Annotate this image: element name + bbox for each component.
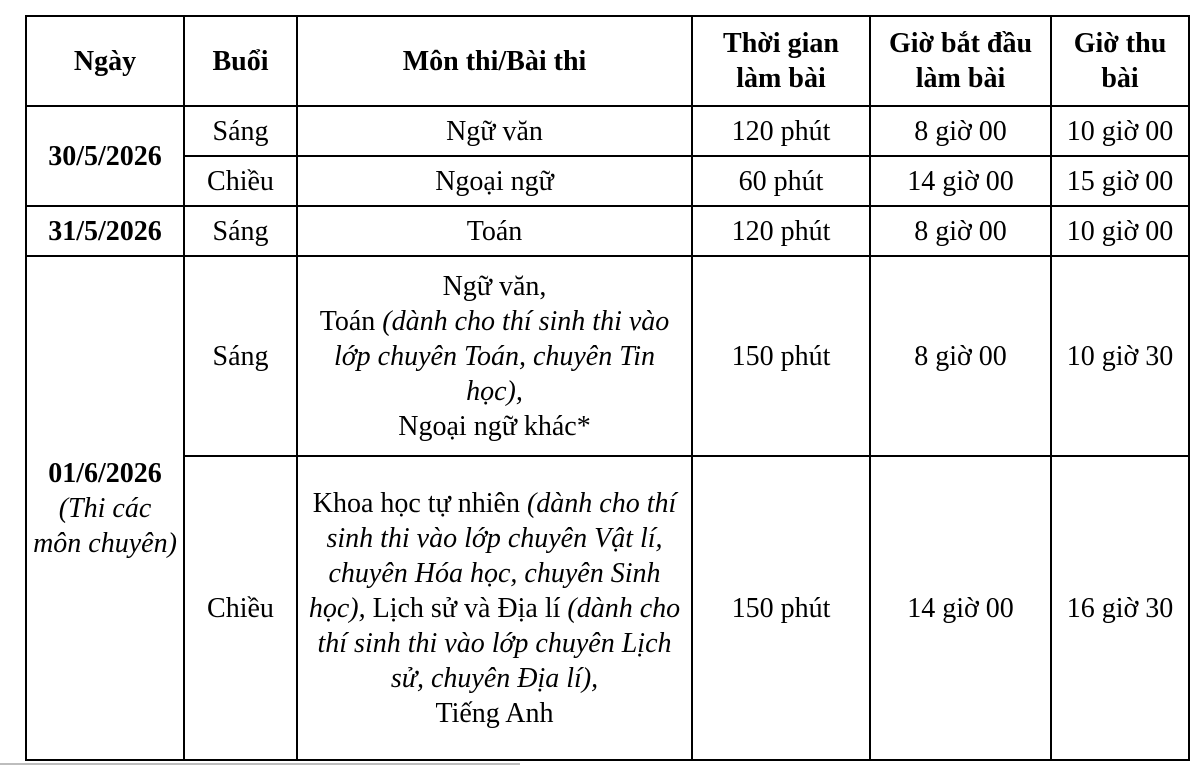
table-row [26, 106, 1189, 156]
subject-cell: Ngữ văn [297, 106, 692, 156]
end-time-cell: 10 giờ 00 [1051, 206, 1189, 256]
duration-cell: 120 phút [692, 206, 870, 256]
duration-cell: 120 phút [692, 106, 870, 156]
session-cell: Sáng [184, 206, 297, 256]
end-time-cell: 10 giờ 00 [1051, 106, 1189, 156]
exam-schedule-table [25, 15, 1190, 761]
table-row [26, 156, 1189, 206]
header-row [26, 16, 1189, 106]
session-cell: Sáng [184, 106, 297, 156]
start-time-cell: 14 giờ 00 [870, 156, 1051, 206]
subject-cell [297, 256, 692, 456]
subject-part: Ngoại ngữ khác* [398, 410, 591, 442]
header-duration: Thời gian làm bài [692, 16, 870, 106]
subject-note: (dành cho thí sinh thi vào lớp chuyên Lịch sử, chuyên Địa lí), [317, 592, 681, 694]
date-cell: 30/5/2026 [26, 106, 184, 206]
start-time-cell: 14 giờ 00 [870, 456, 1051, 760]
subject-part: Tiếng Anh [435, 697, 554, 729]
start-time-cell: 8 giờ 00 [870, 256, 1051, 456]
start-time-cell: 8 giờ 00 [870, 206, 1051, 256]
start-time-cell: 8 giờ 00 [870, 106, 1051, 156]
subject-part: Ngữ văn, [442, 270, 547, 302]
subject-part: Lịch sử và Địa lí [372, 592, 561, 624]
subject-note: (dành cho thí sinh thi vào lớp chuyên Vật lí, chuyên Hóa học, chuyên Sinh học), [308, 487, 677, 624]
table-row [26, 456, 1189, 760]
header-start-time: Giờ bắt đầu làm bài [870, 16, 1051, 106]
duration-cell: 60 phút [692, 156, 870, 206]
end-time-cell: 15 giờ 00 [1051, 156, 1189, 206]
subject-part: Khoa học tự nhiên [312, 487, 520, 519]
date-cell [26, 256, 184, 760]
subject-cell [297, 456, 692, 760]
table-row [26, 206, 1189, 256]
date-cell: 31/5/2026 [26, 206, 184, 256]
table-row [26, 256, 1189, 456]
end-time-cell: 16 giờ 30 [1051, 456, 1189, 760]
header-session: Buổi [184, 16, 297, 106]
header-end-time: Giờ thu bài [1051, 16, 1189, 106]
session-cell: Sáng [184, 256, 297, 456]
subject-cell: Ngoại ngữ [297, 156, 692, 206]
session-cell: Chiều [184, 456, 297, 760]
date-note: (Thi các môn chuyên) [33, 492, 177, 559]
header-date: Ngày [26, 16, 184, 106]
duration-cell: 150 phút [692, 256, 870, 456]
header-subject: Môn thi/Bài thi [297, 16, 692, 106]
subject-part: Toán [319, 305, 376, 337]
session-cell: Chiều [184, 156, 297, 206]
subject-cell: Toán [297, 206, 692, 256]
subject-note: (dành cho thí sinh thi vào lớp chuyên Toán, chuyên Tin học), [333, 305, 670, 407]
date-text: 01/6/2026 [48, 457, 162, 489]
bottom-divider [0, 763, 520, 765]
duration-cell: 150 phút [692, 456, 870, 760]
end-time-cell: 10 giờ 30 [1051, 256, 1189, 456]
